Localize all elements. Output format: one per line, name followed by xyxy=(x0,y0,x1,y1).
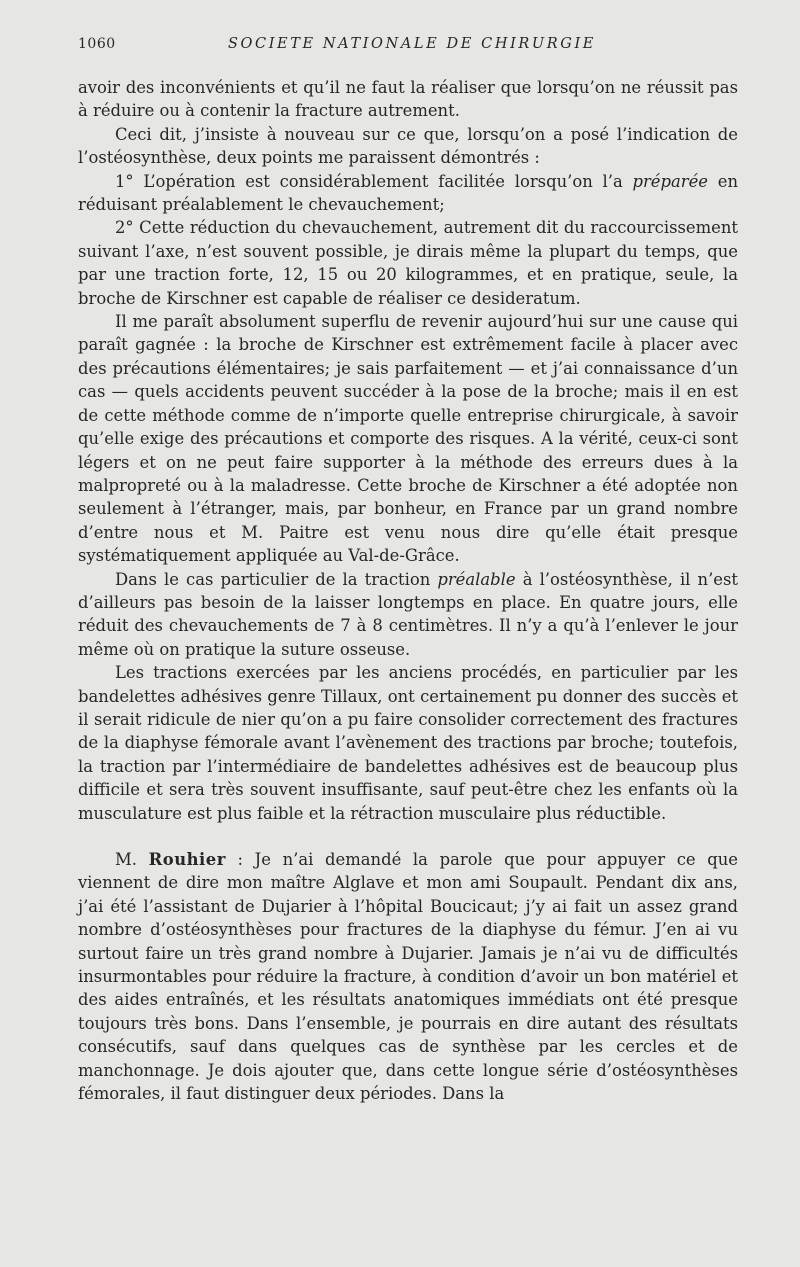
paragraph-3 xyxy=(78,170,738,217)
paragraph-7: Les tractions exercées par les anciens procédés, en particulier par les bandelettes adhésives genre Tillaux, ont certainement pu donner des succès et il serait ridicule de nier qu’on a pu faire consolider correctement des fractures de la diaphyse fémorale avant l’avènement des tractions par broche; toutefois, la traction par l’intermédiaire de bandelettes adhésives est de beaucoup plus difficile et sera très souvent insuffisante, sauf peut-être chez les enfants où la musculature est plus faible et la rétraction musculaire plus réductible. xyxy=(78,663,738,823)
paragraph-5: Il me paraît absolument superflu de revenir aujourd’hui sur une cause qui paraît gagnée : la broche de Kirschner est extrêmement facile à placer avec des précautions élémentaires; je sais parfaitement — et j’ai connaissance d’un cas — quels accidents peuvent succéder à la pose de la broche; mais il en est de cette méthode comme de n’importe quelle entreprise chirurgicale, à savoir qu’elle exige des précautions et comporte des risques. A la vérité, ceux-ci sont légers et on ne peut faire supporter à la méthode des erreurs dues à la malpropreté ou à la maladresse. Cette broche de Kirschner a été adoptée non seulement à l’étranger, mais, par bonheur, en France par un grand nombre d’entre nous et M. Paitre est venu nous dire qu’elle était presque systématiquement appliquée au Val-de-Grâce. xyxy=(78,312,738,566)
paragraph-2: Ceci dit, j’insiste à nouveau sur ce que, lorsqu’on a posé l’indication de l’ostéosynthèse, deux points me paraissent démontrés : xyxy=(78,124,738,168)
paragraph-6-start: Dans le cas particulier de la traction xyxy=(115,569,438,589)
section-spacer xyxy=(78,825,738,848)
paragraph-3-emphasis: préparée xyxy=(632,171,708,191)
page-header xyxy=(78,36,738,60)
paragraph-6 xyxy=(78,568,738,662)
paragraph-6-emphasis: préalable xyxy=(437,569,516,589)
paragraph-6-end: à l’ostéosynthèse, il n’est d’ailleurs pas besoin de la laisser longtemps en place. En quatre jours, elle réduit des chevauchements de 7 à 8 centimètres. Il n’y a qu’à l’enlever le jour même où on pratique la suture osseuse. xyxy=(78,569,738,659)
paragraph-8-prefix: M. xyxy=(115,850,149,869)
running-title: SOCIETE NATIONALE DE CHIRURGIE xyxy=(228,36,596,52)
paragraph-8-text: : Je n’ai demandé la parole que pour appuyer ce que viennent de dire mon maître Alglave et mon ami Soupault. Pendant dix ans, j’ai été l’assistant de Dujarier à l’hôpital Boucicaut; j’y ai fait un assez grand nombre d’ostéosynthèses pour fractures de la diaphyse du fémur. J’en ai vu surtout faire un très grand nombre à Dujarier. Jamais je n’ai vu de difficultés insurmontables pour réduire la fracture, à condition d’avoir un bon matériel et des aides entraînés, et les résultats anatomiques immédiats ont été presque toujours très bons. Dans l’ensemble, je pourrais en dire autant des résultats consécutifs, sauf dans quelques cas de synthèse par les cercles et de manchonnage. Je dois ajouter que, dans cette longue série d’ostéosynthèses fémorales, il faut distinguer deux périodes. Dans la xyxy=(78,850,738,1104)
paragraph-8 xyxy=(78,848,738,1105)
body-text xyxy=(78,76,738,1105)
paragraph-1: avoir des inconvénients et qu’il ne faut la réaliser que lorsqu’on ne réussit pas à réduire ou à contenir la fracture autrement. xyxy=(78,78,738,121)
speaker-name: Rouhier xyxy=(148,850,226,869)
paragraph-4: 2° Cette réduction du chevauchement, autrement dit du raccourcissement suivant l’axe, n’est souvent possible, je dirais même la plupart du temps, que par une traction forte, 12, 15 ou 20 kilogrammes, et en pratique, seule, la broche de Kirschner est capable de réaliser ce desideratum. xyxy=(78,218,738,308)
paragraph-3-start: 1° L’opération est considérablement facilitée lorsqu’on l’a xyxy=(115,171,633,191)
page-number: 1060 xyxy=(78,36,116,52)
paragraph-3-end: en réduisant préalablement le chevauchement; xyxy=(78,171,738,215)
